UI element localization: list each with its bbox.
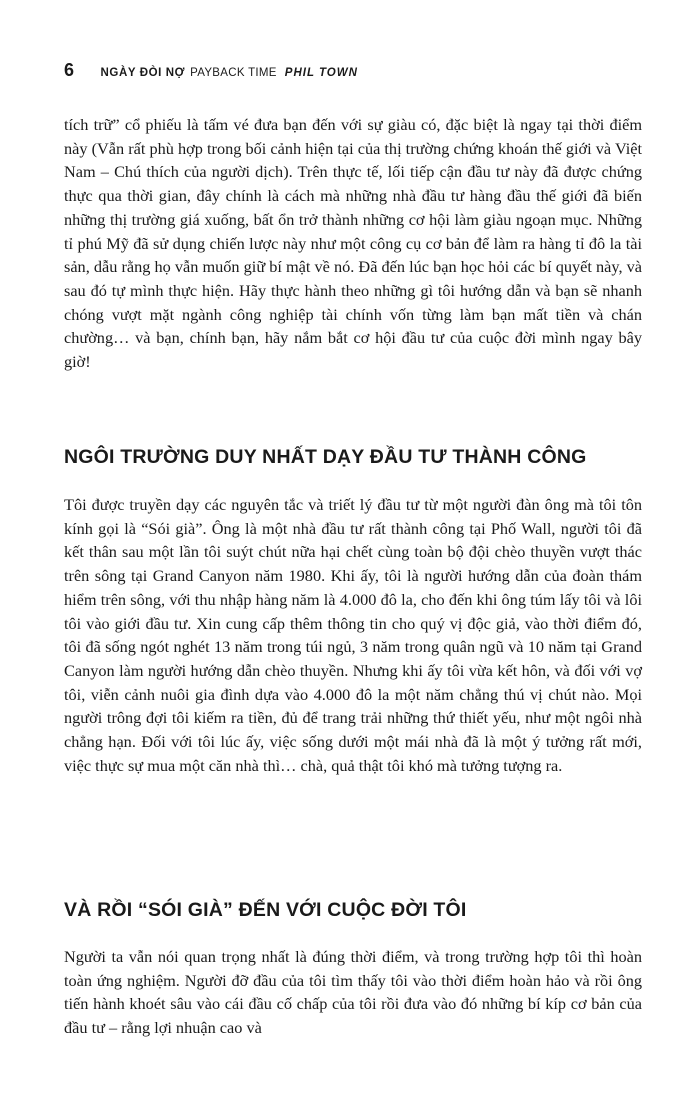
book-title: NGÀY ĐÒI NỢ <box>100 67 186 79</box>
book-subtitle: PAYBACK TIME <box>190 67 277 79</box>
running-header <box>64 60 358 81</box>
paragraph-timing: Người ta vẫn nói quan trọng nhất là đúng thời điểm, và trong trường hợp tôi thì hoàn toàn ứng nghiệm. Người đỡ đầu của tôi tìm thấy tôi vào thời điểm hoàn hảo và rồi ông tiến hành khoét sâu vào cái đầu cố chấp của tôi rồi đưa vào đó những bí kíp cơ bản của đầu tư – rằng lợi nhuận cao và <box>64 947 642 1038</box>
page-number: 6 <box>64 60 75 80</box>
paragraph-continuation: tích trữ” cổ phiếu là tấm vé đưa bạn đến với sự giàu có, đặc biệt là ngay tại thời điểm này (Vẫn rất phù hợp trong bối cảnh hiện tại của thị trường chứng khoán thế giới và Việt Nam – Chú thích của người dịch). Trên thực tế, lối tiếp cận đầu tư này đã được chứng thực qua thời gian, đây chính là cách mà những nhà đầu tư hàng đầu thế giới đã biến những thị trường giá xuống, bất ổn trở thành những cơ hội làm giàu ngoạn mục. Những tỉ phú Mỹ đã sử dụng chiến lược này như một công cụ cơ bản để làm ra hàng tỉ đô la tài sản, dẫu rằng họ vẫn muốn giữ bí mật về nó. Đã đến lúc bạn học hỏi các bí quyết này, và sau đó tự mình thực hiện. Hãy thực hành theo những gì tôi hướng dẫn và bạn sẽ nhanh chóng vượt mặt ngành công nghiệp tài chính vốn từng làm bạn mất tiền và chán chường… và bạn, chính bạn, hãy nắm bắt cơ hội đầu tư của cuộc đời mình ngay bây giờ! <box>64 115 642 372</box>
paragraph-mentor-intro: Tôi được truyền dạy các nguyên tắc và triết lý đầu tư từ một người đàn ông mà tôi tôn kính gọi là “Sói già”. Ông là một nhà đầu tư rất thành công tại Phố Wall, người tôi đã kết thân sau một lần tôi suýt chút nữa hại chết cùng toàn bộ đội chèo thuyền vượt thác trên sông tại Grand Canyon năm 1980. Khi ấy, tôi là người hướng dẫn của đoàn thám hiểm trên sông, với thu nhập hàng năm là 4.000 đô la, cho đến khi ông túm lấy tôi và lôi tôi vào giới đầu tư. Xin cung cấp thêm thông tin cho quý vị độc giả, vào thời điểm đó, tôi đã sống ngót nghét 13 năm trong túi ngủ, 3 năm trong quân ngũ và 10 năm tại Grand Canyon làm người hướng dẫn chèo thuyền. Nhưng khi ấy tôi vừa kết hôn, và đối với vợ tôi, viễn cảnh nuôi gia đình dựa vào 4.000 đô la một năm chẳng thú vị chút nào. Mọi người trông đợi tôi kiếm ra tiền, đủ để trang trải những thứ thiết yếu, như một ngôi nhà chẳng hạn. Đối với tôi lúc ấy, việc sống dưới một mái nhà đã là một ý tưởng rất mới, việc thực sự mua một căn nhà thì… chà, quả thật tôi khó mà tưởng tượng ra. <box>64 495 642 775</box>
book-author: PHIL TOWN <box>284 67 358 79</box>
section-heading-school: NGÔI TRƯỜNG DUY NHẤT DẠY ĐẦU TƯ THÀNH CÔNG <box>64 446 587 468</box>
section-heading-old-wolf: VÀ RỒI “SÓI GIÀ” ĐẾN VỚI CUỘC ĐỜI TÔI <box>64 899 467 921</box>
